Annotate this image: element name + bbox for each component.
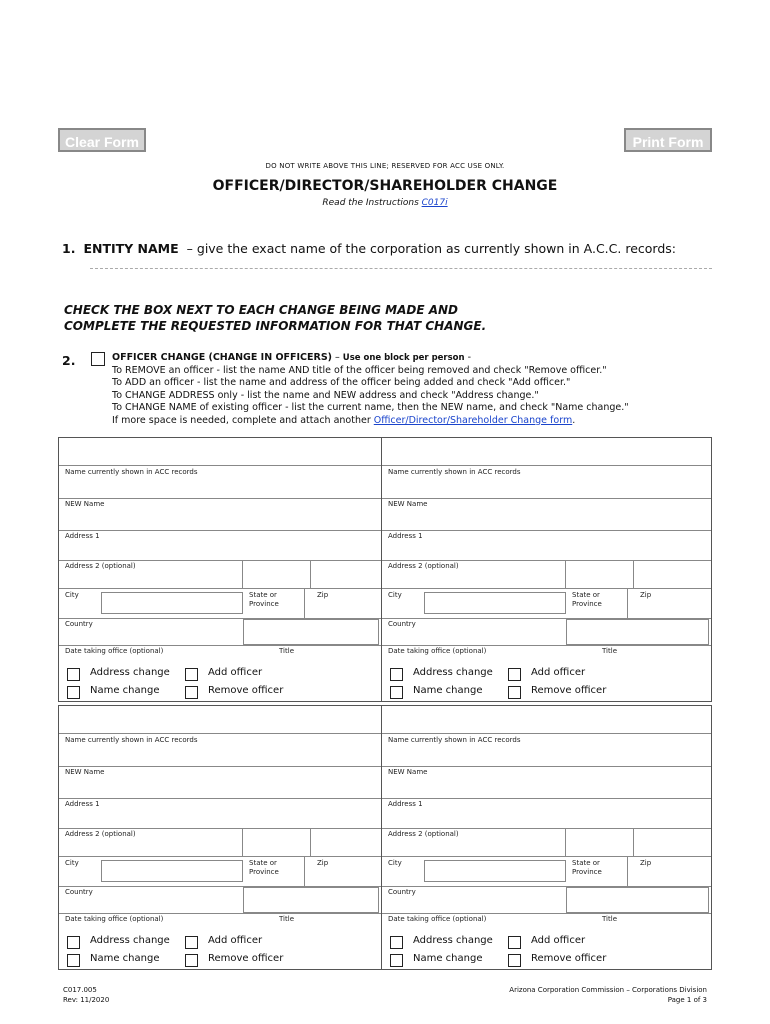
officer-2-new-name-label: NEW Name [388,500,428,508]
officer-3-city-field[interactable] [101,860,243,882]
officer-2-name-change-label: Name change [413,685,483,696]
field-divider [633,560,634,588]
officer-3-remove-officer-checkbox[interactable] [185,954,198,967]
row-divider [382,465,711,466]
row-divider [382,856,711,857]
officer-1-remove-officer-label: Remove officer [208,685,284,696]
footer-right [509,985,707,1005]
footer-agency: Arizona Corporation Commission – Corporations Division [509,986,707,994]
check-notice [64,302,486,334]
section2-subheading: Use one block per person [342,353,465,363]
officer-4-city-label: City [388,859,402,867]
row-divider [382,733,711,734]
officer-3-new-name-label: NEW Name [65,768,105,776]
instructions-line [0,198,770,208]
row-divider [382,798,711,799]
officer-1-current-name-label: Name currently shown in ACC records [65,468,198,476]
officer-4-remove-officer-checkbox[interactable] [508,954,521,967]
officer-1-address1-label: Address 1 [65,532,100,540]
officer-1-title-label: Title [279,647,295,655]
officer-2-address-change-label: Address change [413,667,493,678]
officer-1-country-field[interactable] [243,619,379,645]
officer-3-remove-officer-label: Remove officer [208,953,284,964]
section2-line-address: To CHANGE ADDRESS only - list the name and NEW address and check "Address change." [112,389,539,401]
officer-4-add-officer-checkbox[interactable] [508,936,521,949]
officer-4-add-officer-label: Add officer [531,935,586,946]
officer-2-address1-label: Address 1 [388,532,423,540]
officer-2-city-field[interactable] [424,592,566,614]
row-divider [59,560,381,561]
field-divider [242,828,243,856]
field-divider [627,588,628,618]
section1-heading: ENTITY NAME [83,241,179,256]
officer-4-address1-label: Address 1 [388,800,423,808]
row-divider [59,856,381,857]
officer-1-new-name-label: NEW Name [65,500,105,508]
officer-1-remove-officer-checkbox[interactable] [185,686,198,699]
officer-1-name-change-checkbox[interactable] [67,686,80,699]
officer-2-date-office-label: Date taking office (optional) [388,647,487,655]
field-divider [627,856,628,886]
field-divider [565,560,566,588]
check-notice-line1: CHECK THE BOX NEXT TO EACH CHANGE BEING MADE AND [64,303,458,317]
officer-4-date-office-label: Date taking office (optional) [388,915,487,923]
section2-line-name: To CHANGE NAME of existing officer - list the current name, then the NEW name, and check "Name change." [112,402,629,413]
officer-2-address-change-checkbox[interactable] [390,668,403,681]
officer-4-current-name-label: Name currently shown in ACC records [388,736,521,744]
officer-4-title-label: Title [602,915,618,923]
section2-subheading-dash: - [464,352,472,363]
officer-1-address2-label: Address 2 (optional) [65,562,136,570]
section2-heading-dash: – [332,352,343,363]
officer-3-add-officer-checkbox[interactable] [185,936,198,949]
section2-heading: OFFICER CHANGE (CHANGE IN OFFICERS) [112,352,332,363]
officer-4-city-field[interactable] [424,860,566,882]
officer-1-zip-label: Zip [317,591,329,599]
officer-3-address-change-label: Address change [90,935,170,946]
officer-2-name-change-checkbox[interactable] [390,686,403,699]
row-divider [59,645,381,646]
instructions-link[interactable]: C017i [421,198,448,208]
row-divider [59,465,381,466]
officer-2-current-name-label: Name currently shown in ACC records [388,468,521,476]
officer-change-form-link[interactable]: Officer/Director/Shareholder Change form [373,414,573,426]
officer-2-country-field[interactable] [566,619,709,645]
row-divider [382,645,711,646]
officer-2-city-label: City [388,591,402,599]
field-divider [304,856,305,886]
row-divider [59,798,381,799]
officer-3-state-label: State or [249,859,277,867]
officer-3-zip-label: Zip [317,859,329,867]
officer-1-date-office-label: Date taking office (optional) [65,647,164,655]
officer-4-address-change-label: Address change [413,935,493,946]
officer-1-add-officer-label: Add officer [208,667,263,678]
section2-more-prefix: If more space is needed, complete and attach another [112,414,374,426]
officer-3-city-label: City [65,859,79,867]
row-divider [59,498,381,499]
column-divider [381,438,382,701]
officer-3-address1-label: Address 1 [65,800,100,808]
footer-form-code: C017.005 [63,986,97,994]
officer-4-remove-officer-label: Remove officer [531,953,607,964]
column-divider [381,706,382,969]
row-divider [59,828,381,829]
officer-3-country-field[interactable] [243,887,379,913]
officer-2-add-officer-label: Add officer [531,667,586,678]
officer-1-name-change-label: Name change [90,685,160,696]
officer-4-name-change-label: Name change [413,953,483,964]
officer-1-state-label: State or [249,591,277,599]
footer-page-number: Page 1 of 3 [667,996,707,1004]
officer-2-address2-label: Address 2 (optional) [388,562,459,570]
section2-number: 2. [62,353,76,368]
row-divider [59,588,381,589]
officer-4-province-label: Province [572,868,602,876]
entity-name-field[interactable] [90,268,712,269]
row-divider [382,913,711,914]
section1-number: 1. [62,241,76,256]
row-divider [382,828,711,829]
officer-3-add-officer-label: Add officer [208,935,263,946]
officer-1-address-change-label: Address change [90,667,170,678]
officer-4-state-label: State or [572,859,600,867]
officer-2-country-label: Country [388,620,416,628]
row-divider [59,530,381,531]
officer-table-2 [58,705,712,970]
field-divider [310,828,311,856]
officer-4-new-name-label: NEW Name [388,768,428,776]
officer-3-country-label: Country [65,888,93,896]
row-divider [59,766,381,767]
officer-4-zip-label: Zip [640,859,652,867]
print-form-button[interactable]: Print Form [624,128,712,152]
officer-2-remove-officer-label: Remove officer [531,685,607,696]
instructions-prefix: Read the Instructions [322,198,422,208]
officer-2-add-officer-checkbox[interactable] [508,668,521,681]
field-divider [633,828,634,856]
row-divider [382,530,711,531]
officer-3-address2-label: Address 2 (optional) [65,830,136,838]
clear-form-button[interactable]: Clear Form [58,128,146,152]
reserved-line-notice: DO NOT WRITE ABOVE THIS LINE; RESERVED FOR ACC USE ONLY. [265,162,505,170]
officer-1-country-label: Country [65,620,93,628]
officer-table-1 [58,437,712,702]
officer-3-province-label: Province [249,868,279,876]
officer-1-add-officer-checkbox[interactable] [185,668,198,681]
section2-instructions [112,352,629,427]
section2-more-suffix: . [572,414,576,426]
officer-change-checkbox[interactable] [91,352,105,366]
officer-4-address2-label: Address 2 (optional) [388,830,459,838]
officer-4-name-change-checkbox[interactable] [390,954,403,967]
section2-line-remove: To REMOVE an officer - list the name AND title of the officer being removed and check "Remove officer." [112,364,607,376]
field-divider [304,588,305,618]
row-divider [59,733,381,734]
officer-2-remove-officer-checkbox[interactable] [508,686,521,699]
officer-4-country-label: Country [388,888,416,896]
check-notice-line2: COMPLETE THE REQUESTED INFORMATION FOR THAT CHANGE. [64,319,487,333]
officer-1-city-field[interactable] [101,592,243,614]
footer-left [63,985,109,1005]
field-divider [565,828,566,856]
section1-entity-name [62,241,676,256]
field-divider [242,560,243,588]
officer-2-province-label: Province [572,600,602,608]
officer-2-title-label: Title [602,647,618,655]
officer-4-country-field[interactable] [566,887,709,913]
officer-3-name-change-checkbox[interactable] [67,954,80,967]
page-title: OFFICER/DIRECTOR/SHAREHOLDER CHANGE [212,178,558,194]
footer-revision: Rev: 11/2020 [63,996,110,1004]
row-divider [382,560,711,561]
officer-3-current-name-label: Name currently shown in ACC records [65,736,198,744]
row-divider [382,588,711,589]
officer-4-address-change-checkbox[interactable] [390,936,403,949]
field-divider [310,560,311,588]
section1-text: – give the exact name of the corporation as currently shown in A.C.C. records: [186,241,676,256]
officer-1-address-change-checkbox[interactable] [67,668,80,681]
officer-3-name-change-label: Name change [90,953,160,964]
officer-3-address-change-checkbox[interactable] [67,936,80,949]
officer-3-title-label: Title [279,915,295,923]
section2-line-add: To ADD an officer - list the name and address of the officer being added and check "Add officer." [112,377,571,388]
officer-1-city-label: City [65,591,79,599]
officer-3-date-office-label: Date taking office (optional) [65,915,164,923]
officer-2-state-label: State or [572,591,600,599]
row-divider [59,913,381,914]
row-divider [382,766,711,767]
row-divider [382,498,711,499]
officer-2-zip-label: Zip [640,591,652,599]
officer-1-province-label: Province [249,600,279,608]
